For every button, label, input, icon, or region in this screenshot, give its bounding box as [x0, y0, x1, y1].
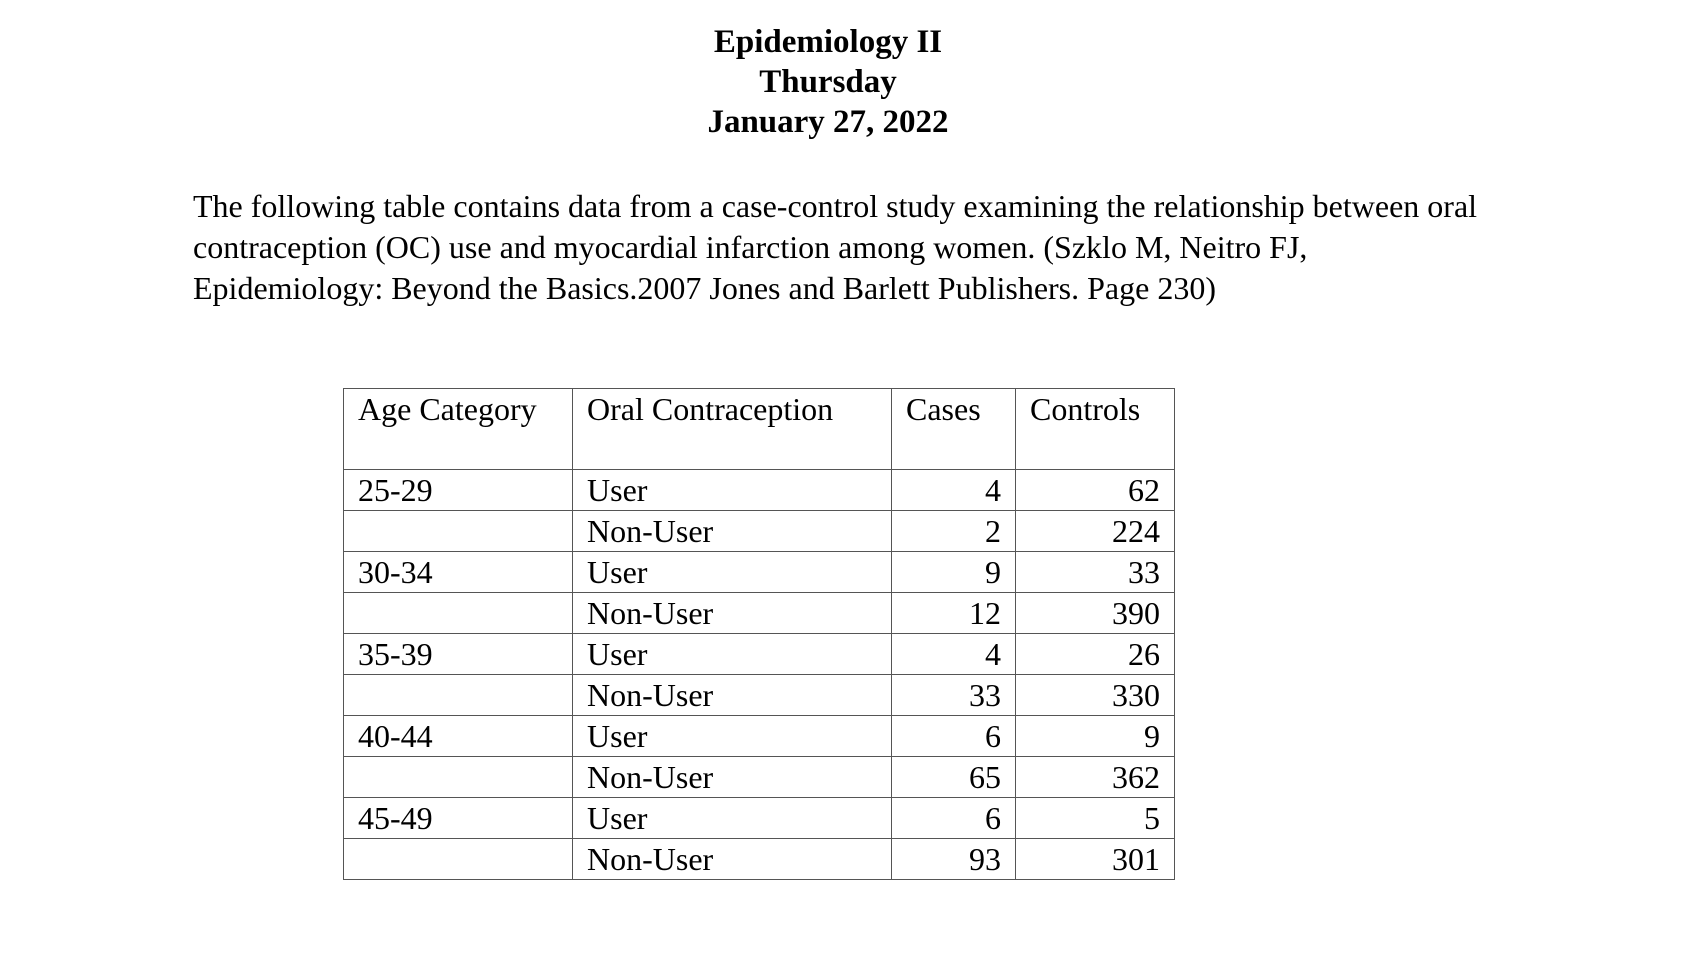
oc-cell: User — [573, 798, 892, 839]
table-row — [344, 552, 1175, 593]
cases-cell: 33 — [892, 675, 1016, 716]
header-oral-contraception: Oral Contraception — [573, 389, 892, 470]
controls-cell: 5 — [1016, 798, 1175, 839]
oc-cell: Non-User — [573, 839, 892, 880]
age-cell — [344, 593, 573, 634]
age-cell: 40-44 — [344, 716, 573, 757]
cases-cell: 65 — [892, 757, 1016, 798]
oc-cell: User — [573, 634, 892, 675]
age-cell: 25-29 — [344, 470, 573, 511]
header-cases: Cases — [892, 389, 1016, 470]
cases-cell: 6 — [892, 798, 1016, 839]
controls-cell: 26 — [1016, 634, 1175, 675]
age-cell: 30-34 — [344, 552, 573, 593]
cases-cell: 2 — [892, 511, 1016, 552]
age-cell — [344, 675, 573, 716]
age-cell — [344, 839, 573, 880]
controls-cell: 224 — [1016, 511, 1175, 552]
table-header-row — [344, 389, 1175, 470]
oc-cell: Non-User — [573, 757, 892, 798]
controls-cell: 9 — [1016, 716, 1175, 757]
oc-cell: User — [573, 470, 892, 511]
oc-mi-table — [343, 388, 1175, 880]
table-row — [344, 593, 1175, 634]
cases-cell: 12 — [892, 593, 1016, 634]
table-row — [344, 798, 1175, 839]
oc-cell: User — [573, 716, 892, 757]
controls-cell: 362 — [1016, 757, 1175, 798]
header-controls: Controls — [1016, 389, 1175, 470]
table-row — [344, 839, 1175, 880]
age-cell: 45-49 — [344, 798, 573, 839]
oc-cell: User — [573, 552, 892, 593]
cases-cell: 6 — [892, 716, 1016, 757]
cases-cell: 93 — [892, 839, 1016, 880]
oc-cell: Non-User — [573, 675, 892, 716]
controls-cell: 33 — [1016, 552, 1175, 593]
table-row — [344, 470, 1175, 511]
controls-cell: 62 — [1016, 470, 1175, 511]
age-cell — [344, 511, 573, 552]
age-cell — [344, 757, 573, 798]
course-title: Epidemiology II — [713, 24, 943, 60]
day-label: Thursday — [759, 64, 897, 100]
intro-paragraph: The following table contains data from a case-control study examining the relationship between oral contraception (OC) use and myocardial infarction among women. (Szklo M, Neitro FJ, Epidemiology: Beyond the Basics.2007 Jones and Barlett Publishers. Page 230) — [193, 188, 1478, 306]
table-row — [344, 716, 1175, 757]
cases-cell: 9 — [892, 552, 1016, 593]
cases-cell: 4 — [892, 470, 1016, 511]
document-header — [0, 22, 1656, 142]
oc-cell: Non-User — [573, 511, 892, 552]
table-row — [344, 757, 1175, 798]
cases-cell: 4 — [892, 634, 1016, 675]
age-cell: 35-39 — [344, 634, 573, 675]
date-label: January 27, 2022 — [707, 104, 949, 140]
controls-cell: 301 — [1016, 839, 1175, 880]
controls-cell: 330 — [1016, 675, 1175, 716]
table-row — [344, 511, 1175, 552]
table-row — [344, 634, 1175, 675]
header-age-category: Age Category — [344, 389, 573, 470]
oc-cell: Non-User — [573, 593, 892, 634]
table-row — [344, 675, 1175, 716]
controls-cell: 390 — [1016, 593, 1175, 634]
